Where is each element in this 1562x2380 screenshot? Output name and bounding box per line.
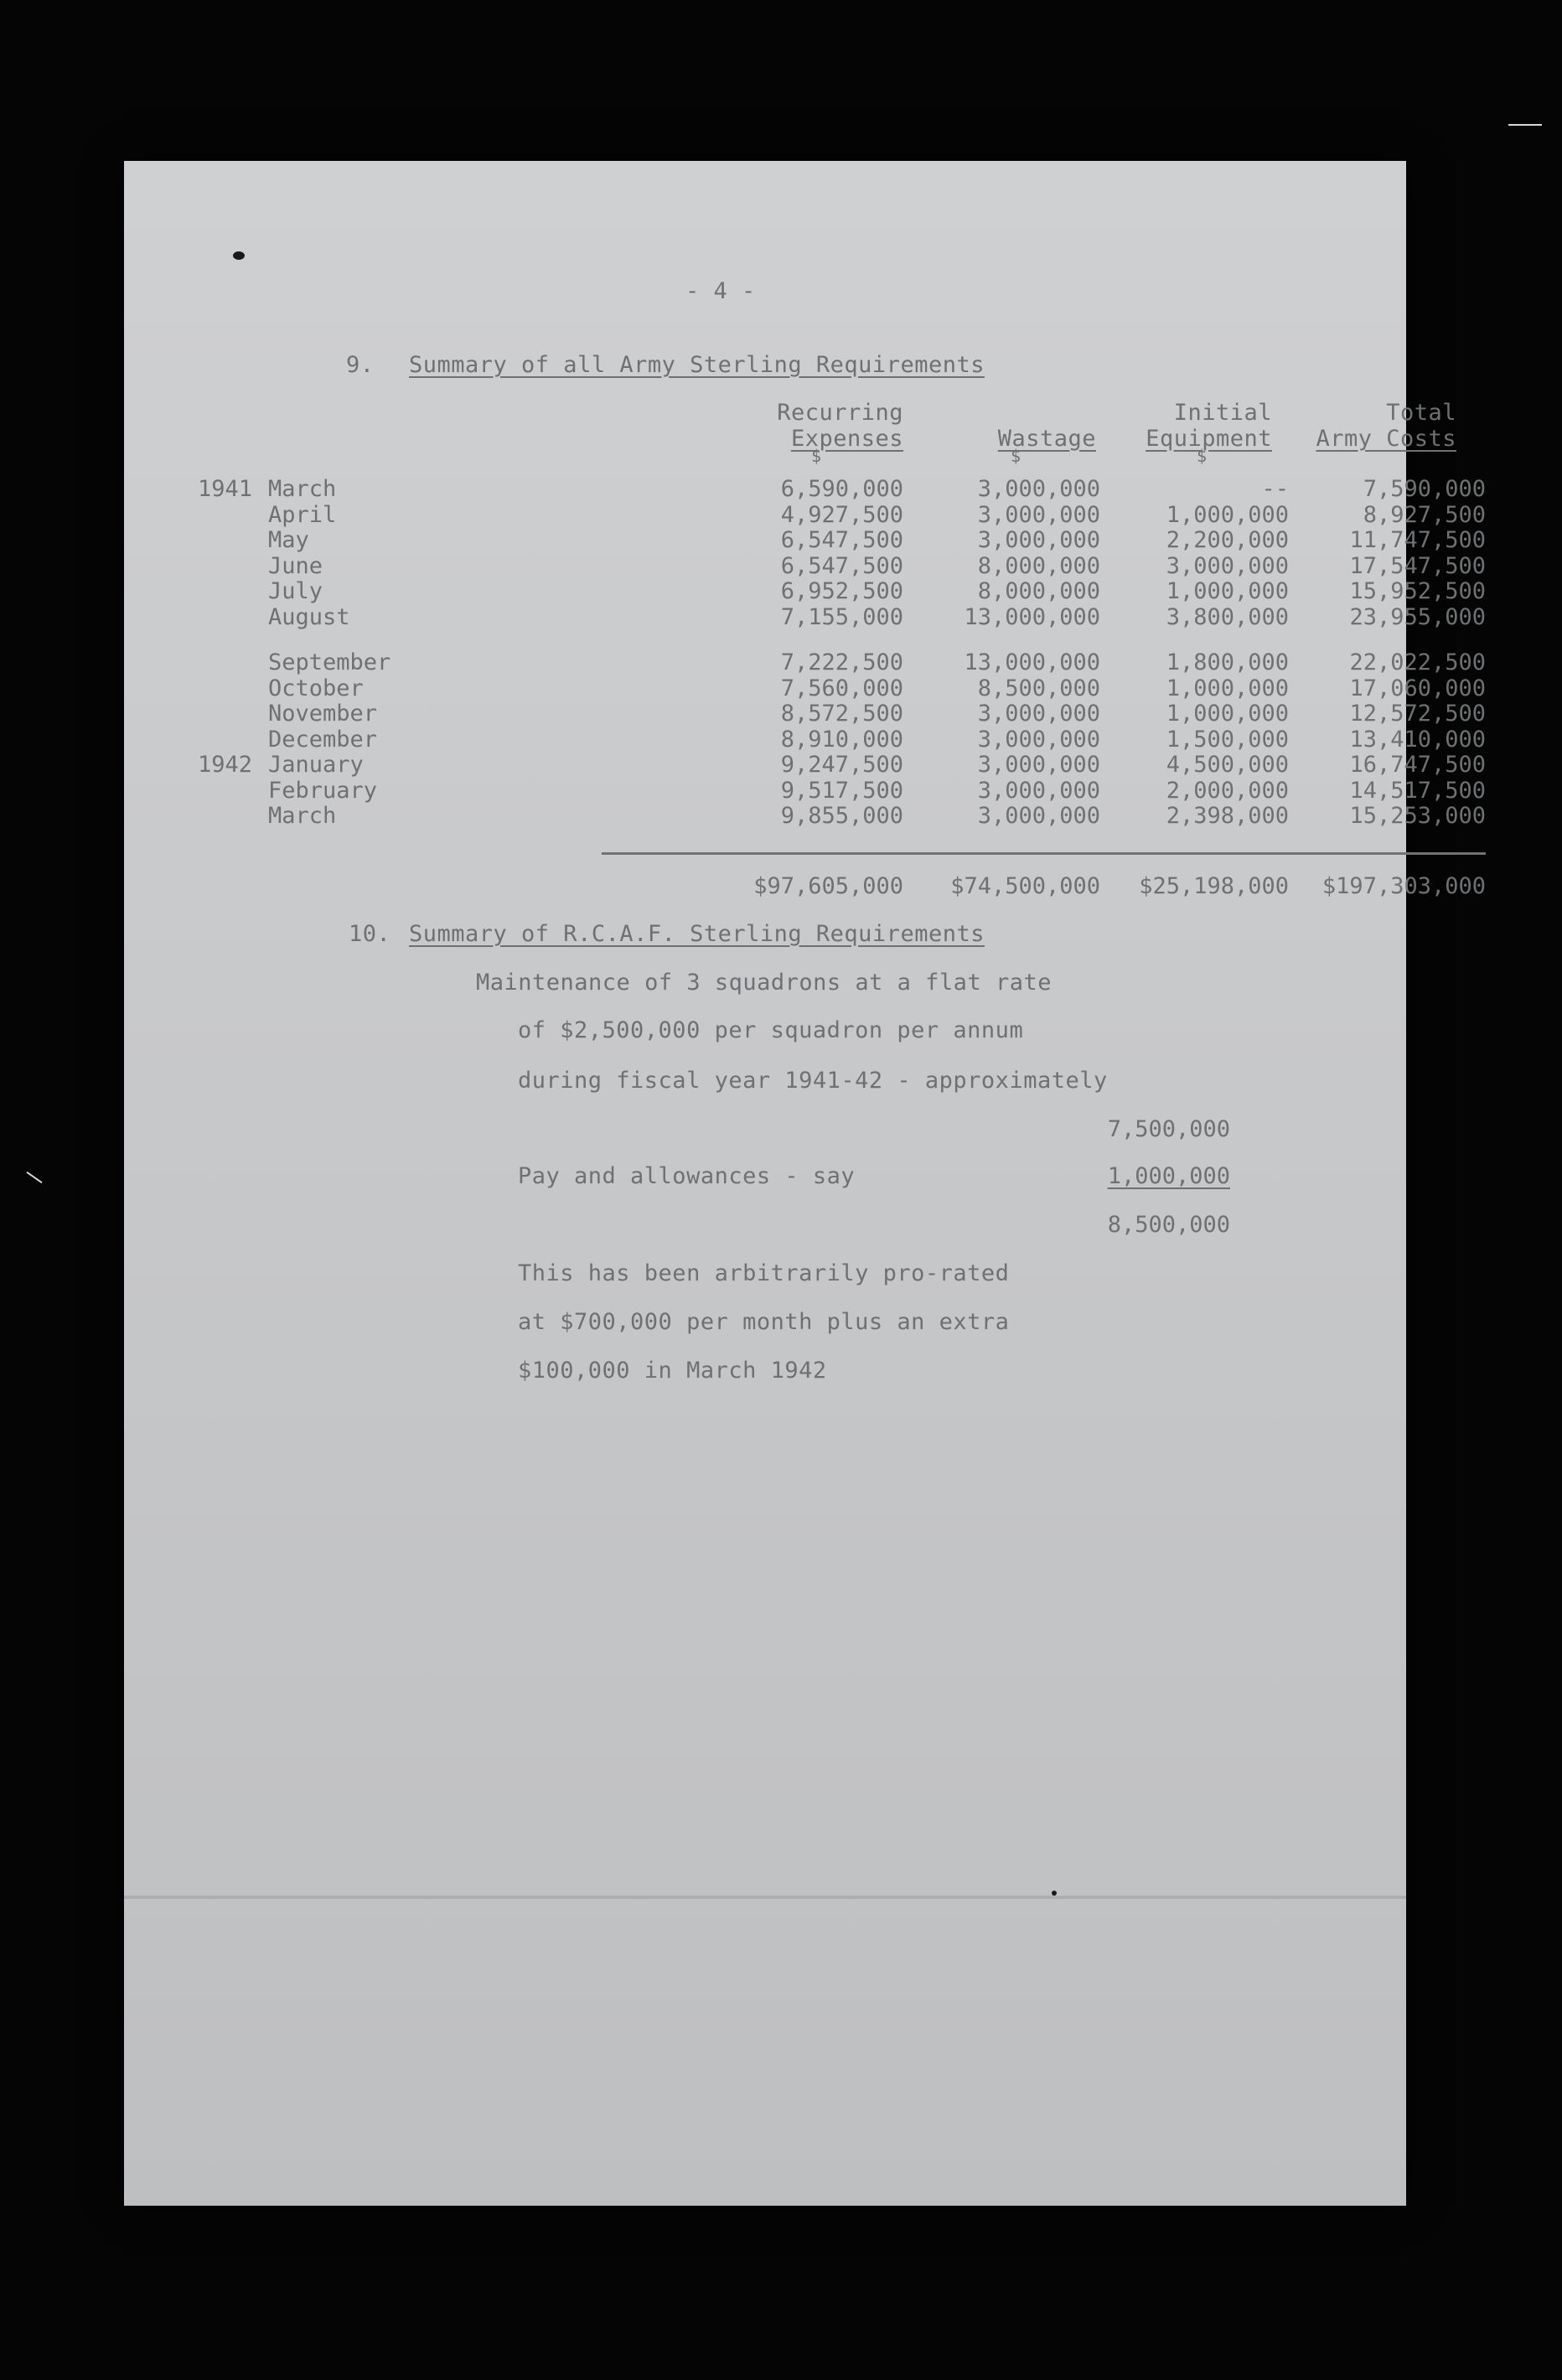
row-month: September (268, 649, 391, 675)
total-initial: $25,198,000 (1139, 873, 1289, 899)
cell-total: 23,955,000 (1349, 603, 1486, 630)
col-header-initial-2: Equipment (1146, 426, 1272, 452)
cell-total: 15,253,000 (1349, 803, 1486, 829)
col-header-wastage: Wastage (997, 426, 1096, 452)
cell-recurring: 6,952,500 (780, 578, 903, 604)
row-year: 1942 (198, 752, 253, 778)
currency-mark-wastage: $ (811, 446, 822, 466)
row-year: 1941 (198, 476, 253, 502)
cell-initial: 3,800,000 (1166, 603, 1289, 630)
cell-wastage: 3,000,000 (977, 701, 1100, 727)
cell-initial: -- (1261, 476, 1289, 502)
ink-speck (233, 251, 245, 260)
rcaf-line-3: during fiscal year 1941-42 - approximately (518, 1068, 1108, 1094)
row-month: March (268, 476, 337, 502)
cell-initial: 2,398,000 (1166, 803, 1289, 829)
cell-total: 13,410,000 (1349, 726, 1486, 753)
cell-wastage: 3,000,000 (977, 777, 1100, 804)
edge-mark (26, 1172, 42, 1183)
rcaf-line-2: of $2,500,000 per squadron per annum (518, 1017, 1024, 1043)
cell-initial: 1,000,000 (1166, 701, 1289, 727)
currency-mark-initial: $ (1011, 446, 1022, 466)
edge-mark (1508, 124, 1542, 126)
page-number: - 4 - (685, 278, 756, 304)
cell-wastage: 13,000,000 (964, 649, 1100, 675)
cell-total: 22,022,500 (1349, 649, 1486, 675)
cell-wastage: 3,000,000 (977, 476, 1100, 502)
col-header-total-1: Total (1386, 400, 1456, 426)
cell-recurring: 6,590,000 (780, 476, 903, 502)
note-line-2: at $700,000 per month plus an extra (518, 1309, 1010, 1335)
row-month: December (268, 726, 378, 753)
cell-recurring: 7,222,500 (780, 649, 903, 675)
section-9-heading: Summary of all Army Sterling Requirements (409, 352, 985, 378)
cell-recurring: 8,910,000 (780, 726, 903, 753)
row-month: March (268, 803, 337, 829)
currency-mark-total: $ (1197, 446, 1208, 466)
cell-initial: 1,000,000 (1166, 501, 1289, 528)
cell-total: 12,572,500 (1349, 701, 1486, 727)
cell-total: 17,060,000 (1349, 675, 1486, 701)
row-month: May (268, 527, 309, 553)
cell-initial: 1,000,000 (1166, 578, 1289, 604)
cell-wastage: 13,000,000 (964, 603, 1100, 630)
cell-recurring: 7,560,000 (780, 675, 903, 701)
cell-initial: 2,000,000 (1166, 777, 1289, 804)
note-line-1: This has been arbitrarily pro-rated (518, 1260, 1010, 1286)
cell-recurring: 9,855,000 (780, 803, 903, 829)
section-10-number: 10. (349, 921, 391, 947)
ink-speck (1052, 1891, 1057, 1896)
cell-wastage: 3,000,000 (977, 501, 1100, 528)
cell-wastage: 3,000,000 (977, 803, 1100, 829)
cell-wastage: 8,500,000 (977, 675, 1100, 701)
row-month: April (268, 501, 337, 528)
total-recurring: $97,605,000 (753, 873, 903, 899)
total-army-costs: $197,303,000 (1321, 873, 1486, 899)
cell-recurring: 4,927,500 (780, 501, 903, 528)
row-month: October (268, 675, 364, 701)
document-page (124, 161, 1486, 2206)
rcaf-pay-label: Pay and allowances - say (518, 1163, 856, 1189)
rcaf-amount-pay: 1,000,000 (1107, 1163, 1230, 1189)
cell-total: 11,747,500 (1349, 527, 1486, 553)
cell-wastage: 3,000,000 (977, 527, 1100, 553)
col-header-initial-1: Initial (1173, 400, 1272, 426)
row-month: November (268, 701, 378, 727)
row-month: August (268, 603, 350, 630)
sum-rule-total (1209, 852, 1486, 855)
col-header-total-2: Army Costs (1316, 426, 1456, 452)
cell-recurring: 8,572,500 (780, 701, 903, 727)
cell-initial: 1,800,000 (1166, 649, 1289, 675)
cell-total: 14,517,500 (1349, 777, 1486, 804)
total-wastage: $74,500,000 (950, 873, 1100, 899)
cell-initial: 3,000,000 (1166, 552, 1289, 579)
cell-recurring: 7,155,000 (780, 603, 903, 630)
rcaf-amount-maintenance: 7,500,000 (1107, 1116, 1230, 1142)
cell-recurring: 9,517,500 (780, 777, 903, 804)
cell-wastage: 3,000,000 (977, 752, 1100, 778)
cell-total: 8,927,500 (1363, 501, 1486, 528)
section-9-number: 9. (346, 352, 375, 378)
page-fold-line (124, 1896, 1406, 1899)
cell-total: 16,747,500 (1349, 752, 1486, 778)
cell-total: 15,952,500 (1349, 578, 1486, 604)
col-header-recurring-2: Expenses (790, 426, 903, 452)
col-header-recurring-1: Recurring (777, 400, 903, 426)
cell-initial: 2,200,000 (1166, 527, 1289, 553)
cell-recurring: 6,547,500 (780, 552, 903, 579)
row-month: July (268, 578, 323, 604)
rcaf-line-1: Maintenance of 3 squadrons at a flat rate (476, 970, 1052, 996)
cell-recurring: 6,547,500 (780, 527, 903, 553)
cell-recurring: 9,247,500 (780, 752, 903, 778)
note-line-3: $100,000 in March 1942 (518, 1358, 827, 1384)
row-month: February (268, 777, 378, 804)
cell-total: 17,547,500 (1349, 552, 1486, 579)
cell-initial: 1,500,000 (1166, 726, 1289, 753)
rcaf-amount-total: 8,500,000 (1107, 1212, 1230, 1238)
row-month: January (268, 752, 364, 778)
cell-wastage: 3,000,000 (977, 726, 1100, 753)
cell-total: 7,590,000 (1363, 476, 1486, 502)
row-month: June (268, 552, 323, 579)
cell-wastage: 8,000,000 (977, 578, 1100, 604)
cell-wastage: 8,000,000 (977, 552, 1100, 579)
cell-initial: 1,000,000 (1166, 675, 1289, 701)
cell-initial: 4,500,000 (1166, 752, 1289, 778)
section-10-heading: Summary of R.C.A.F. Sterling Requirements (409, 921, 985, 947)
